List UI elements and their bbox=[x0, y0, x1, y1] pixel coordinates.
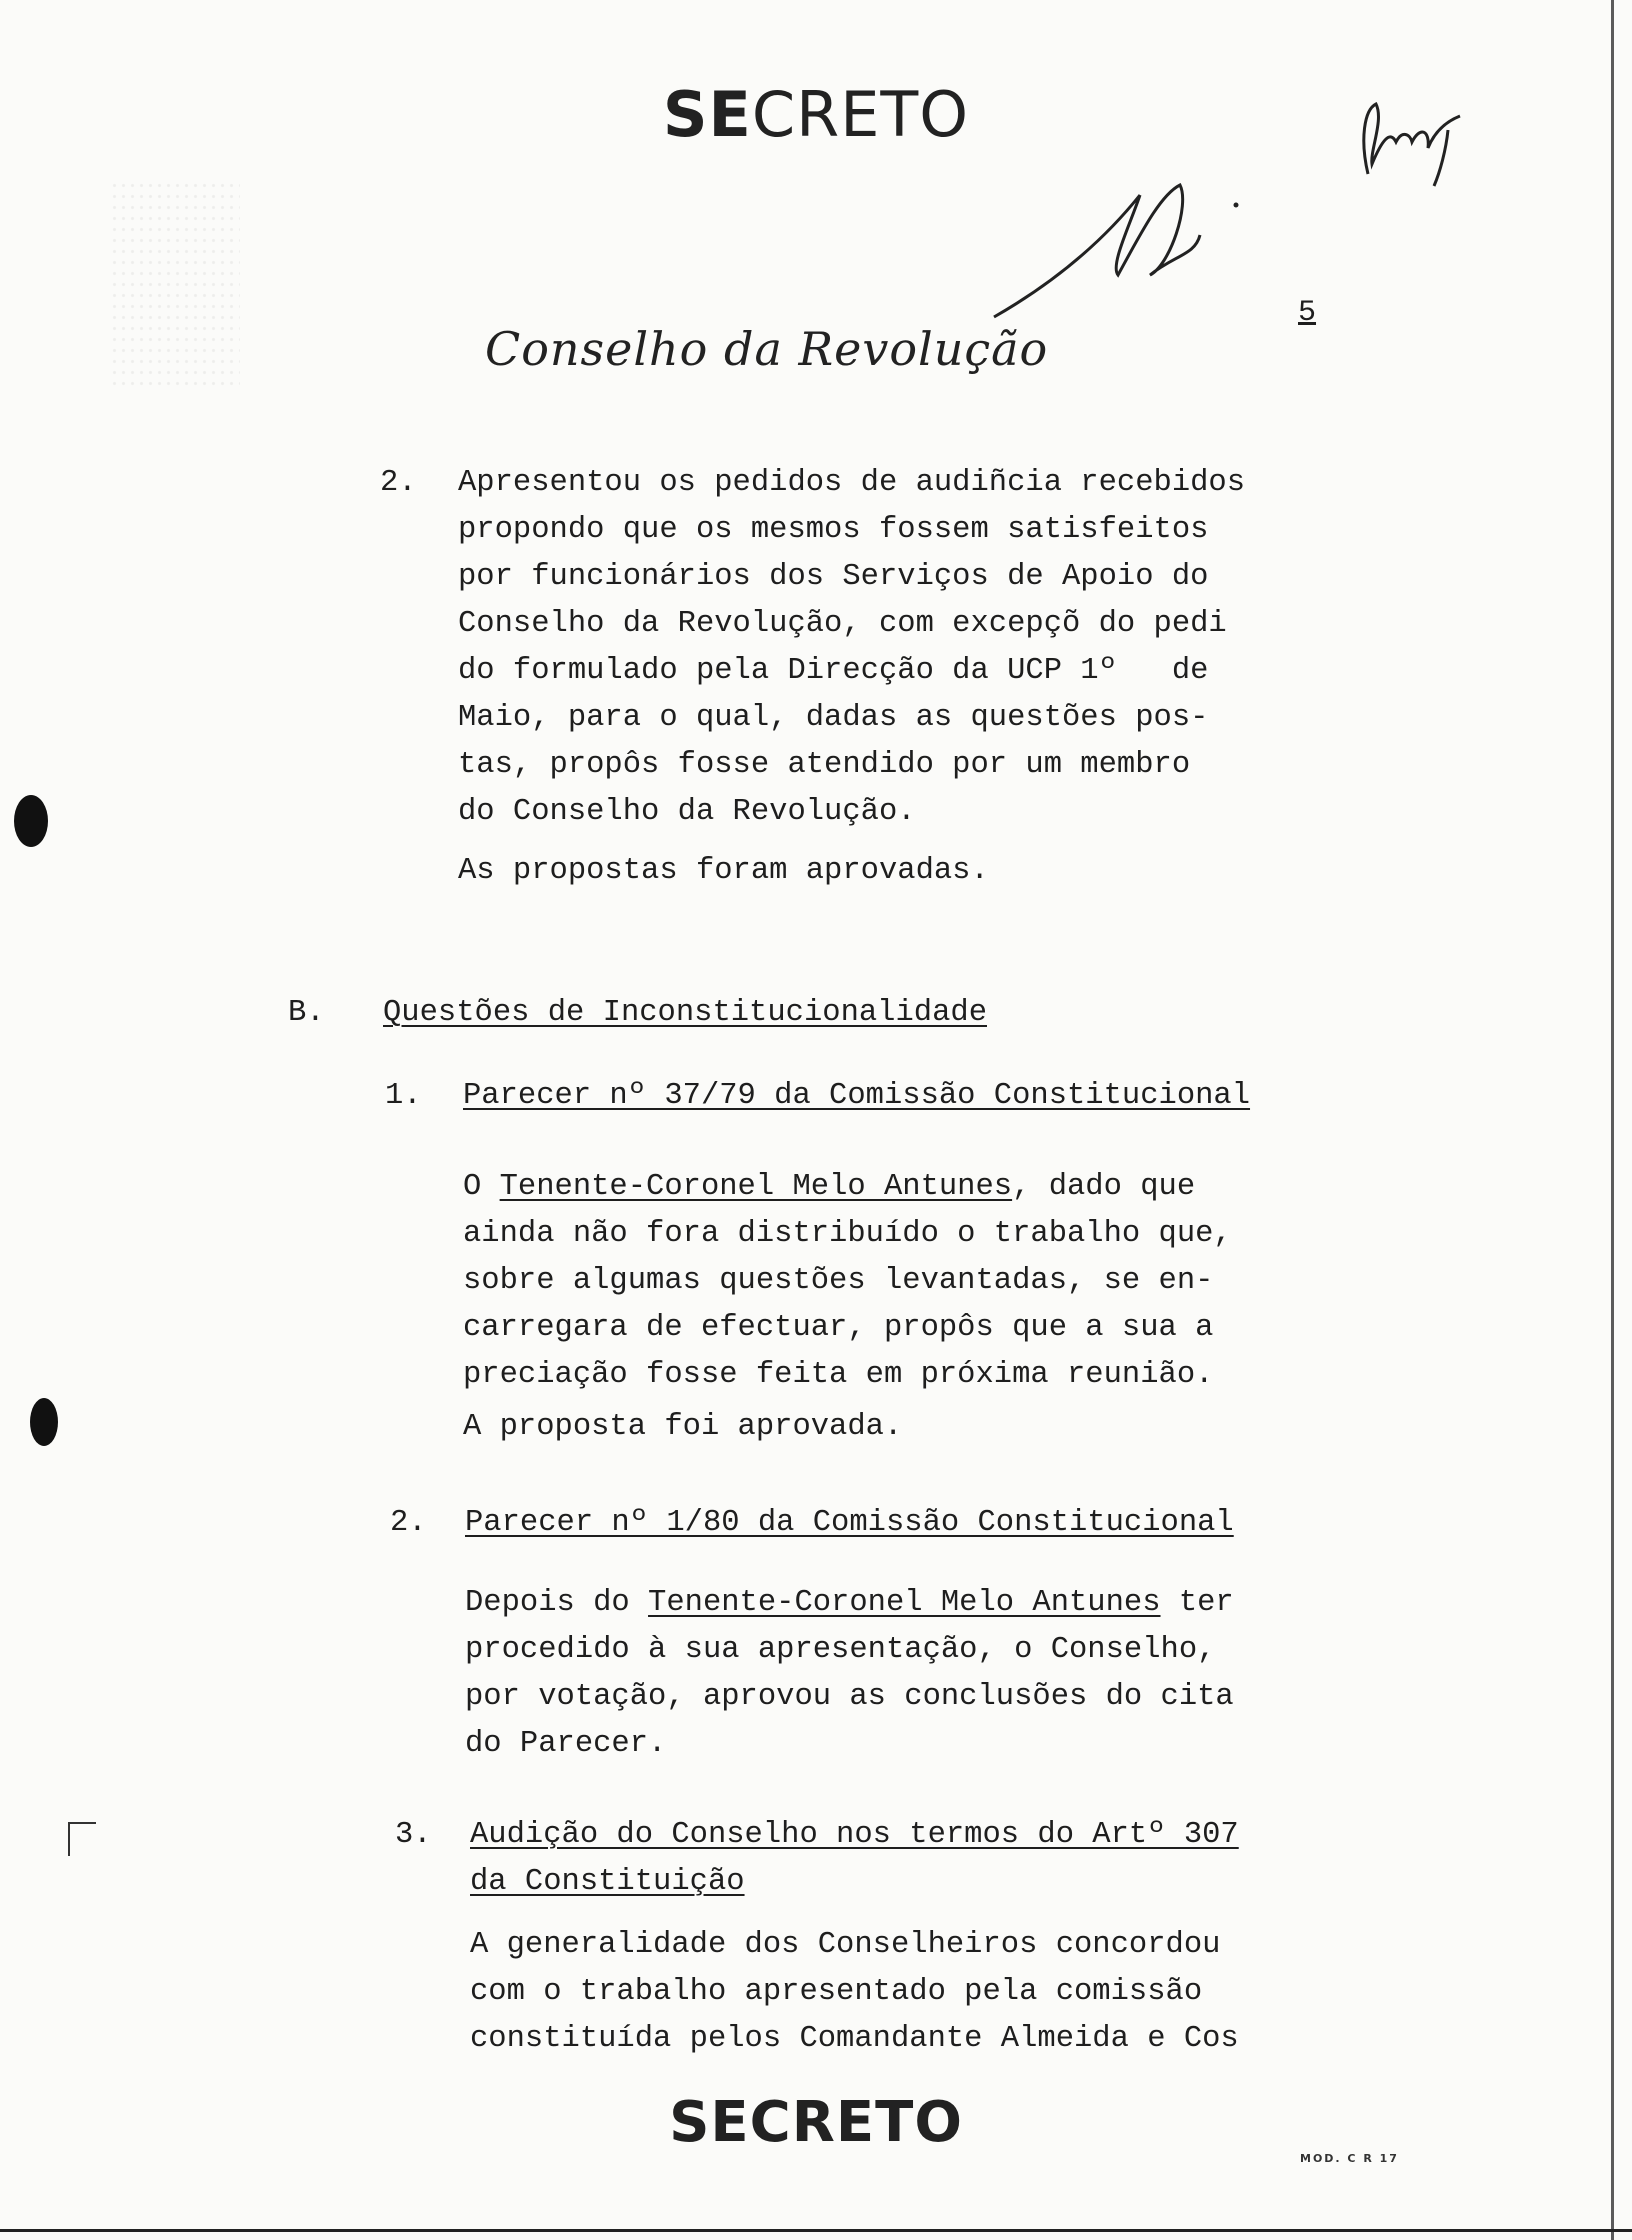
section-title: Questões de Inconstitucionalidade bbox=[383, 996, 987, 1030]
paragraph-line: procedido à sua apresentação, o Conselho, bbox=[465, 1633, 1216, 1667]
item-title: Parecer nº 37/79 da Comissão Constitucional bbox=[463, 1079, 1251, 1113]
item-number: 3. bbox=[395, 1818, 432, 1852]
paragraph-line: constituída pelos Comandante Almeida e Cos bbox=[470, 2022, 1239, 2056]
page-edge-bottom bbox=[0, 2229, 1632, 2232]
paragraph-line: Apresentou os pedidos de audiñcia recebidos bbox=[458, 466, 1246, 500]
page-number: 5 bbox=[1298, 296, 1317, 330]
classification-stamp-top: SECRETO bbox=[662, 78, 970, 151]
classification-stamp-bottom: SECRETO bbox=[669, 2090, 963, 2155]
item-b1-paragraph: O Tenente-Coronel Melo Antunes, dado que ainda não fora distribuído o trabalho que, sobre algumas questões levantadas, se en- carregara de efectuar, propôs que a sua a preciação fosse feita em próxima reunião. bbox=[463, 1164, 1232, 1399]
item-b2-paragraph: Depois do Tenente-Coronel Melo Antunes ter procedido à sua apresentação, o Conselho, por votação, aprovou as conclusões do cita do Parecer. bbox=[465, 1580, 1234, 1768]
item-number: 2. bbox=[390, 1506, 427, 1540]
paragraph-line: Maio, para o qual, dadas as questões pos- bbox=[458, 701, 1209, 735]
item-2-conclusion: As propostas foram aprovadas. bbox=[458, 854, 989, 888]
corner-mark bbox=[68, 1822, 96, 1856]
paragraph-line: por funcionários dos Serviços de Apoio do bbox=[458, 560, 1209, 594]
handwritten-signature bbox=[1350, 90, 1480, 200]
paragraph-line: por votação, aprovou as conclusões do cita bbox=[465, 1680, 1234, 1714]
letterhead: Conselho da Revolução bbox=[485, 322, 1049, 376]
paragraph-line: Conselho da Revolução, com excepçõ do pedi bbox=[458, 607, 1227, 641]
person-name: Tenente-Coronel Melo Antunes bbox=[499, 1170, 1013, 1204]
form-code: MOD. C R 17 bbox=[1300, 2152, 1399, 2165]
initials-signature bbox=[990, 155, 1250, 325]
scan-noise bbox=[110, 180, 240, 390]
paragraph-line: do formulado pela Direcção da UCP 1º de bbox=[458, 654, 1209, 688]
page-edge-right bbox=[1611, 0, 1614, 2240]
paragraph-line: do Parecer. bbox=[465, 1727, 667, 1761]
item-number: 2. bbox=[380, 466, 417, 500]
paragraph-line: propondo que os mesmos fossem satisfeitos bbox=[458, 513, 1209, 547]
section-letter: B. bbox=[288, 996, 325, 1030]
item-b3-paragraph bbox=[470, 1922, 1239, 2063]
item-title: Audição do Conselho nos termos do Artº 307 da Constituição bbox=[470, 1818, 1239, 1899]
item-number: 1. bbox=[385, 1079, 422, 1113]
item-title: Parecer nº 1/80 da Comissão Constitucional bbox=[465, 1506, 1234, 1540]
paragraph-line: tas, propôs fosse atendido por um membro bbox=[458, 748, 1191, 782]
paragraph-line: sobre algumas questões levantadas, se en- bbox=[463, 1264, 1214, 1298]
paragraph-line: preciação fosse feita em próxima reunião. bbox=[463, 1358, 1214, 1392]
paragraph-line: com o trabalho apresentado pela comissão bbox=[470, 1975, 1203, 2009]
punch-hole-mark bbox=[30, 1398, 58, 1446]
paragraph-line: carregara de efectuar, propôs que a sua a bbox=[463, 1311, 1214, 1345]
punch-hole-mark bbox=[14, 795, 48, 847]
item-b1-conclusion: A proposta foi aprovada. bbox=[463, 1410, 903, 1444]
item-2-paragraph bbox=[458, 460, 1245, 836]
paragraph-line: do Conselho da Revolução. bbox=[458, 795, 916, 829]
person-name: Tenente-Coronel Melo Antunes bbox=[648, 1586, 1161, 1620]
paragraph-line: A generalidade dos Conselheiros concordou bbox=[470, 1928, 1221, 1962]
paragraph-line: ainda não fora distribuído o trabalho que, bbox=[463, 1217, 1232, 1251]
